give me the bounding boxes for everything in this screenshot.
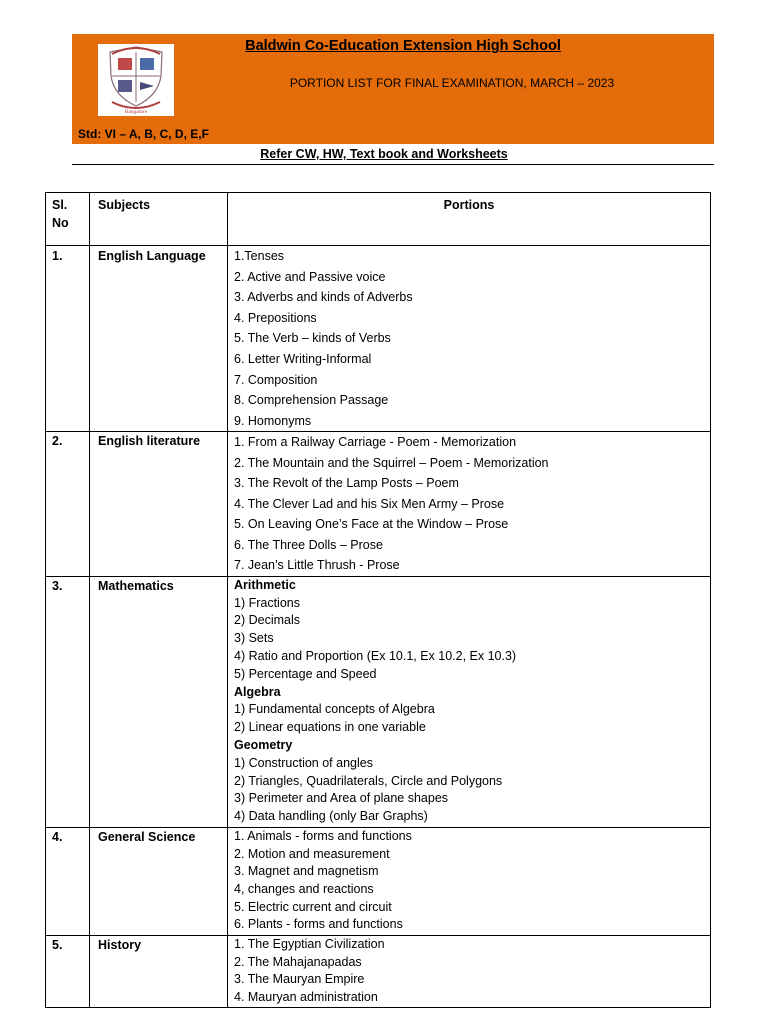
list-item: 5. The Verb – kinds of Verbs [234, 331, 391, 346]
table-row [46, 827, 711, 935]
divider [72, 164, 714, 165]
table-row [46, 432, 711, 577]
school-name: Baldwin Co-Education Extension High School [245, 38, 561, 54]
list-item: 4) Data handling (only Bar Graphs) [234, 809, 428, 824]
list-item: 2. The Mountain and the Squirrel – Poem - Memorization [234, 455, 549, 470]
list-item: 1. Animals - forms and functions [234, 828, 412, 843]
list-item: 3. The Revolt of the Lamp Posts – Poem [234, 476, 459, 491]
list-item: 7. Jean’s Little Thrush - Prose [234, 558, 400, 573]
row-portions [228, 246, 711, 432]
section-heading: Arithmetic [234, 577, 296, 592]
header-banner [72, 34, 714, 144]
row-slno: 3. [46, 576, 90, 827]
row-portions [228, 827, 711, 935]
list-item: 2. The Mahajanapadas [234, 954, 362, 969]
section-heading: Algebra [234, 684, 281, 699]
exam-title: PORTION LIST FOR FINAL EXAMINATION, MARCH – 2023 [289, 76, 615, 90]
row-subject: English Language [90, 246, 228, 432]
table-row [46, 246, 711, 432]
table-header-row [46, 193, 711, 246]
header-portions: Portions [228, 193, 711, 246]
list-item: 2. Motion and measurement [234, 846, 390, 861]
list-item: 3. Adverbs and kinds of Adverbs [234, 290, 413, 305]
list-item: 4. The Clever Lad and his Six Men Army – Prose [234, 496, 505, 511]
section-heading: Geometry [234, 738, 293, 753]
row-subject: History [90, 935, 228, 1007]
table-row [46, 576, 711, 827]
row-slno: 4. [46, 827, 90, 935]
list-item: 6. The Three Dolls – Prose [234, 537, 383, 552]
row-subject: Mathematics [90, 576, 228, 827]
list-item: 8. Comprehension Passage [234, 393, 389, 408]
row-slno: 5. [46, 935, 90, 1007]
list-item: 2. Active and Passive voice [234, 269, 386, 284]
row-subject: English literature [90, 432, 228, 577]
refer-note: Refer CW, HW, Text book and Worksheets [260, 147, 508, 161]
list-item: 4) Ratio and Proportion (Ex 10.1, Ex 10.2, Ex 10.3) [234, 649, 517, 664]
header-slno: Sl. No [46, 193, 90, 246]
list-item: 2) Linear equations in one variable [234, 720, 426, 735]
list-item: 1) Fractions [234, 595, 300, 610]
svg-text:Bangalore: Bangalore [124, 109, 148, 115]
list-item: 2) Decimals [234, 613, 300, 628]
list-item: 1) Fundamental concepts of Algebra [234, 702, 435, 717]
table-row [46, 935, 711, 1007]
row-slno: 1. [46, 246, 90, 432]
row-portions [228, 432, 711, 577]
portion-table [45, 192, 711, 1008]
list-item: 1) Construction of angles [234, 755, 373, 770]
list-item: 3. The Mauryan Empire [234, 972, 365, 987]
row-portions [228, 935, 711, 1007]
list-item: 3. Magnet and magnetism [234, 864, 379, 879]
list-item: 9. Homonyms [234, 413, 312, 428]
list-item: 4. Prepositions [234, 310, 317, 325]
list-item: 1. From a Railway Carriage - Poem - Memorization [234, 435, 517, 450]
list-item: 5) Percentage and Speed [234, 666, 377, 681]
row-subject: General Science [90, 827, 228, 935]
list-item: 1. The Egyptian Civilization [234, 936, 385, 951]
list-item: 3) Perimeter and Area of plane shapes [234, 791, 449, 806]
standard-label: Std: VI – A, B, C, D, E,F [78, 127, 209, 141]
header-subjects: Subjects [90, 193, 228, 246]
list-item: 7. Composition [234, 372, 318, 387]
row-portions [228, 576, 711, 827]
list-item: 4. Mauryan administration [234, 990, 378, 1005]
list-item: 1.Tenses [234, 249, 285, 263]
list-item: 4, changes and reactions [234, 881, 374, 896]
list-item: 2) Triangles, Quadrilaterals, Circle and Polygons [234, 773, 503, 788]
list-item: 6. Letter Writing-Informal [234, 351, 372, 366]
row-slno: 2. [46, 432, 90, 577]
list-item: 6. Plants - forms and functions [234, 917, 403, 932]
list-item: 5. Electric current and circuit [234, 899, 392, 914]
list-item: 5. On Leaving One’s Face at the Window – Prose [234, 517, 509, 532]
list-item: 3) Sets [234, 631, 274, 646]
